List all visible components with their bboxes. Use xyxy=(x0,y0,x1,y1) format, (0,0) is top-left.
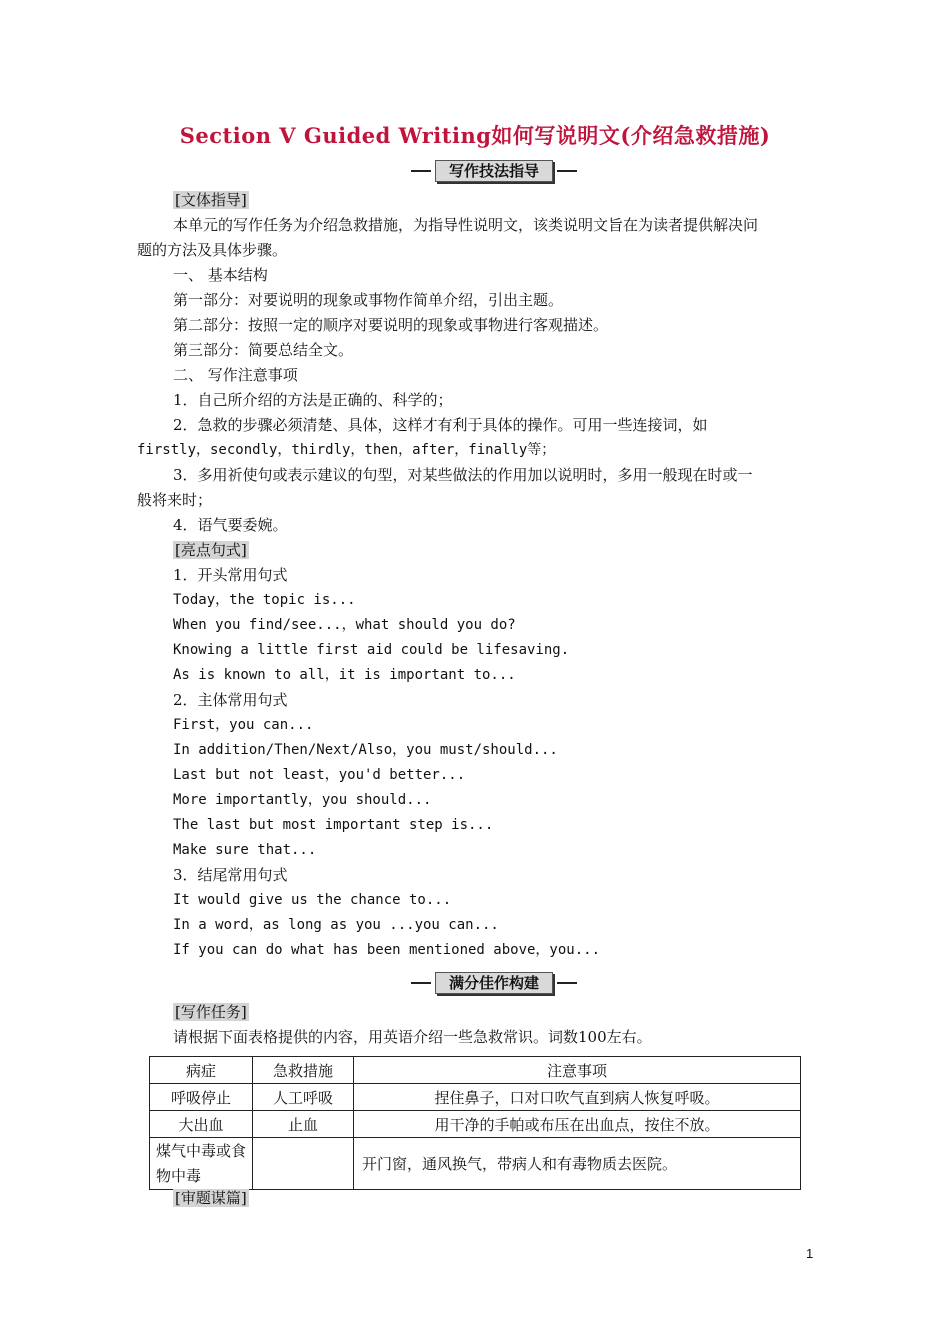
structure-part-1: 第一部分：对要说明的现象或事物作简单介绍，引出主题。 xyxy=(173,291,564,309)
opening-sentence: As is known to all，it is important to... xyxy=(173,667,516,683)
page-number: 1 xyxy=(806,1246,814,1261)
table-cell-symptom: 大出血 xyxy=(150,1111,253,1138)
table-header-row xyxy=(150,1057,801,1084)
body-sentence: Last but not least，you'd better... xyxy=(173,767,466,783)
note-1: 1．自己所介绍的方法是正确的、科学的； xyxy=(173,391,453,409)
ending-sentence: It would give us the chance to... xyxy=(173,892,452,908)
table-header-cell: 病症 xyxy=(150,1057,253,1084)
body-sentence: First，you can... xyxy=(173,717,314,733)
banner-rule-right xyxy=(557,982,577,984)
ending-sentence: If you can do what has been mentioned above，you... xyxy=(173,942,601,958)
table-row xyxy=(150,1138,801,1190)
body-sentence: More importantly，you should... xyxy=(173,792,432,808)
note-3-line-2: 般将来时； xyxy=(137,491,213,509)
tag-style-guide: [文体指导] xyxy=(175,191,247,209)
tag-analysis: [审题谋篇] xyxy=(175,1189,247,1207)
task-instruction: 请根据下面表格提供的内容，用英语介绍一些急救常识。词数100左右。 xyxy=(173,1028,652,1046)
section-banner-technique xyxy=(411,160,577,182)
ending-sentence: In a word，as long as you ...you can... xyxy=(173,917,499,933)
body-sentence: In addition/Then/Next/Also，you must/should... xyxy=(173,742,558,758)
table-cell-symptom: 呼吸停止 xyxy=(150,1084,253,1111)
note-3-line-1: 3．多用祈使句或表示建议的句型，对某些做法的作用加以说明时，多用一般现在时或一 xyxy=(173,466,753,484)
guide-intro-line-1: 本单元的写作任务为介绍急救措施，为指导性说明文，该类说明文旨在为读者提供解决问 xyxy=(173,216,759,234)
body-sentence: Make sure that... xyxy=(173,842,317,858)
table-cell-notes: 开门窗，通风换气，带病人和有毒物质去医院。 xyxy=(354,1138,801,1190)
opening-heading: 1．开头常用句式 xyxy=(173,566,288,584)
heading-writing-notes: 二、 写作注意事项 xyxy=(173,366,298,384)
opening-sentence: Today，the topic is... xyxy=(173,592,356,608)
table-row xyxy=(150,1084,801,1111)
table-cell-notes: 捏住鼻子，口对口吹气直到病人恢复呼吸。 xyxy=(354,1084,801,1111)
tag-highlight-sentences: [亮点句式] xyxy=(175,541,247,559)
banner-rule-right xyxy=(557,170,577,172)
note-4: 4．语气要委婉。 xyxy=(173,516,288,534)
ending-heading: 3．结尾常用句式 xyxy=(173,866,288,884)
opening-sentence: When you find/see...，what should you do? xyxy=(173,617,516,633)
banner-rule-left xyxy=(411,170,431,172)
tag-writing-task: [写作任务] xyxy=(175,1003,247,1021)
banner-rule-left xyxy=(411,982,431,984)
section-banner-model xyxy=(411,972,577,994)
page-title: Section Ⅴ Guided Writing如何写说明文(介绍急救措施) xyxy=(179,123,771,148)
table-header-cell: 急救措施 xyxy=(253,1057,354,1084)
table-cell-measure: 人工呼吸 xyxy=(253,1084,354,1111)
first-aid-table xyxy=(149,1056,801,1190)
note-2-line-1: 2．急救的步骤必须清楚、具体，这样才有利于具体的操作。可用一些连接词，如 xyxy=(173,416,708,434)
table-cell-measure xyxy=(253,1138,354,1190)
banner-caption: 写作技法指导 xyxy=(435,160,553,182)
body-sentence: The last but most important step is... xyxy=(173,817,494,833)
structure-part-3: 第三部分：简要总结全文。 xyxy=(173,341,354,359)
guide-intro-line-2: 题的方法及具体步骤。 xyxy=(137,241,288,259)
opening-sentence: Knowing a little first aid could be lifesaving. xyxy=(173,642,570,658)
table-row xyxy=(150,1111,801,1138)
heading-basic-structure: 一、 基本结构 xyxy=(173,266,268,284)
structure-part-2: 第二部分：按照一定的顺序对要说明的现象或事物进行客观描述。 xyxy=(173,316,609,334)
body-heading: 2．主体常用句式 xyxy=(173,691,288,709)
banner-caption: 满分佳作构建 xyxy=(435,972,553,994)
table-cell-symptom: 煤气中毒或食物中毒 xyxy=(150,1138,253,1190)
table-header-cell: 注意事项 xyxy=(354,1057,801,1084)
note-2-line-2: firstly，secondly，thirdly，then，after，finally等； xyxy=(137,442,556,458)
table-cell-measure: 止血 xyxy=(253,1111,354,1138)
table-cell-notes: 用干净的手帕或布压在出血点，按住不放。 xyxy=(354,1111,801,1138)
